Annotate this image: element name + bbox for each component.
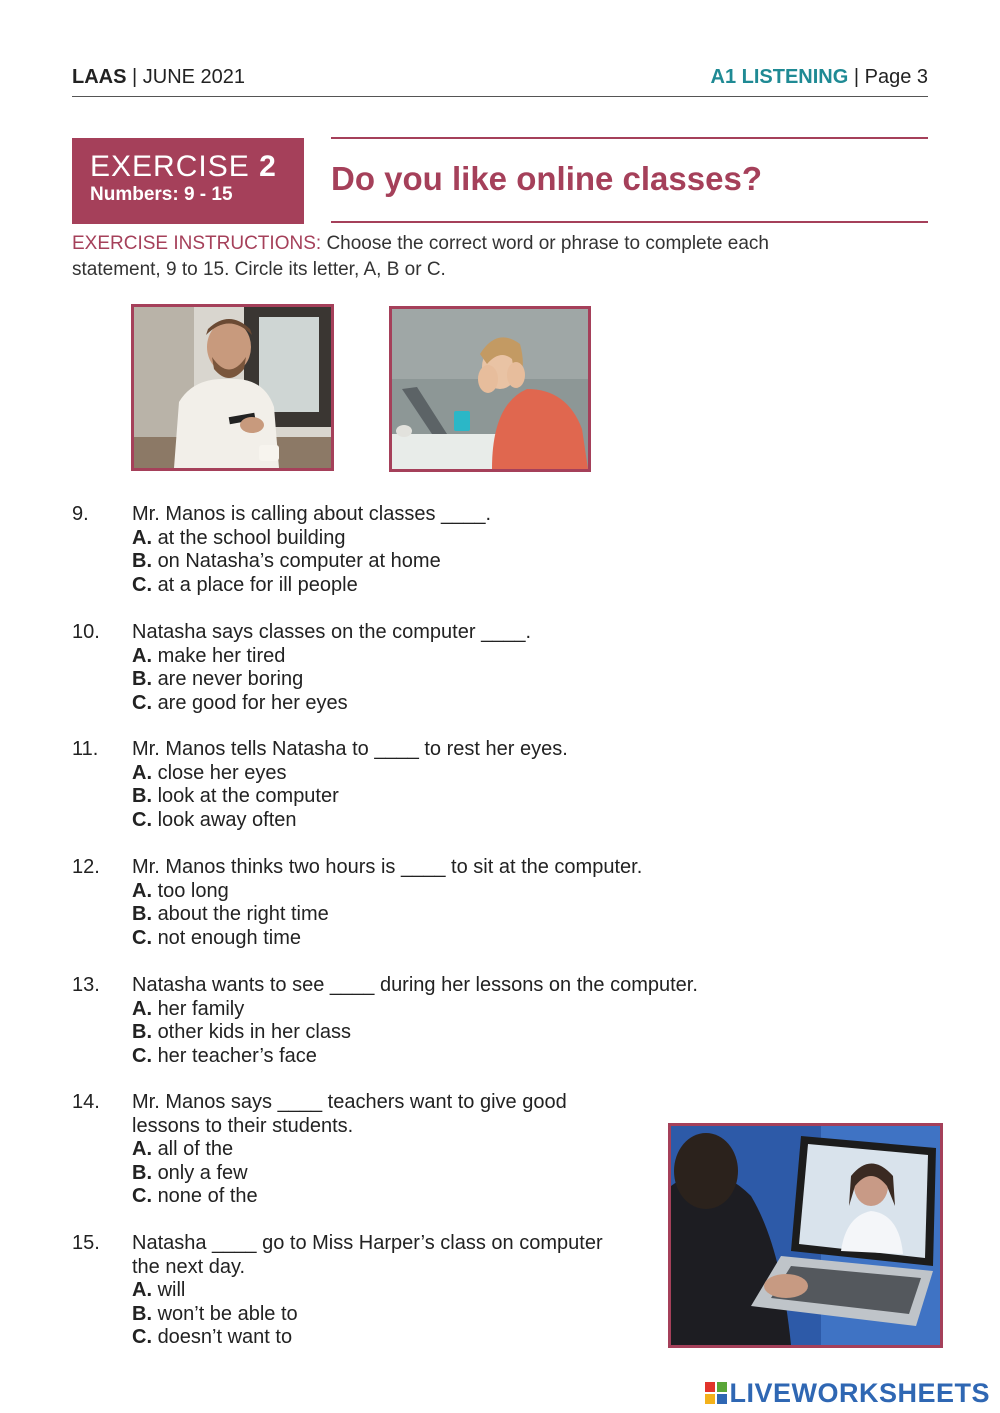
option-letter: A.: [132, 1138, 152, 1160]
exercise-title: Do you like online classes?: [331, 160, 762, 197]
option-letter: C.: [132, 691, 152, 714]
option-text: her teacher’s face: [157, 1044, 317, 1067]
option-letter: B.: [132, 785, 152, 807]
option-letter: C.: [132, 573, 152, 596]
header-left: [72, 66, 245, 89]
option-text: at the school building: [157, 526, 346, 549]
exercise-number: 2: [259, 150, 277, 183]
photo-man-with-phone: [131, 304, 334, 471]
option-text: on Natasha’s computer at home: [157, 550, 441, 572]
header-divider: [72, 96, 928, 97]
question-stem: Mr. Manos tells Natasha to ____ to rest her eyes.: [132, 738, 568, 760]
option-text: look away often: [157, 808, 297, 831]
question-10: [72, 621, 531, 715]
instructions-label: EXERCISE INSTRUCTIONS:: [72, 233, 322, 254]
option-letter: C.: [132, 1044, 152, 1067]
header-separator: |: [126, 66, 143, 88]
option-letter: B.: [132, 1161, 152, 1184]
question-number: 9.: [72, 503, 89, 525]
question-number: 12.: [72, 856, 100, 878]
option-b[interactable]: [132, 1162, 567, 1186]
option-text: close her eyes: [157, 761, 287, 784]
option-a[interactable]: [132, 998, 698, 1022]
page-number: Page 3: [864, 66, 928, 88]
question-stem-line-2: lessons to their students.: [132, 1114, 354, 1137]
question-stem: Natasha says classes on the computer ____.: [132, 621, 532, 643]
option-text: will: [157, 1279, 186, 1301]
option-text: too long: [157, 879, 229, 902]
option-text: won’t be able to: [157, 1302, 298, 1325]
question-stem-line-1: Mr. Manos says ____ teachers want to give good: [132, 1091, 567, 1113]
option-letter: B.: [132, 668, 152, 690]
option-c[interactable]: [132, 809, 568, 833]
option-a[interactable]: [132, 1138, 567, 1162]
option-text: are good for her eyes: [157, 691, 348, 714]
exercise-badge: [72, 138, 304, 224]
question-stem: Mr. Manos is calling about classes ____.: [132, 503, 492, 525]
option-text: make her tired: [157, 644, 286, 667]
question-13: [72, 974, 698, 1068]
question-stem-line-2: the next day.: [132, 1255, 246, 1278]
option-c[interactable]: [132, 1326, 603, 1350]
option-letter: C.: [132, 808, 152, 831]
option-letter: C.: [132, 1185, 152, 1207]
option-letter: B.: [132, 1021, 152, 1043]
option-a[interactable]: [132, 762, 568, 786]
exercise-subtitle: Numbers: 9 - 15: [90, 184, 233, 205]
option-text: only a few: [157, 1161, 248, 1184]
logo-text: LIVEWORKSHEETS: [729, 1378, 990, 1408]
option-b[interactable]: [132, 550, 491, 574]
question-number: 10.: [72, 621, 100, 643]
option-letter: C.: [132, 1326, 152, 1348]
option-a[interactable]: [132, 880, 642, 904]
option-letter: A.: [132, 644, 152, 667]
option-text: are never boring: [157, 668, 304, 690]
title-rule-bottom: [331, 221, 928, 223]
option-text: all of the: [157, 1138, 234, 1160]
option-letter: A.: [132, 1279, 152, 1301]
issue-date: JUNE 2021: [142, 66, 246, 88]
instructions-line-1: Choose the correct word or phrase to complete each: [326, 233, 769, 254]
option-letter: B.: [132, 903, 152, 925]
option-letter: B.: [132, 550, 152, 572]
question-11: [72, 738, 568, 832]
option-c[interactable]: [132, 692, 531, 716]
photo-tired-girl-at-laptop: [389, 306, 591, 472]
photo-video-call-laptop: [668, 1123, 943, 1348]
option-text: look at the computer: [157, 785, 339, 807]
exercise-word: EXERCISE: [90, 150, 250, 183]
question-stem: Natasha wants to see ____ during her lessons on the computer.: [132, 974, 698, 996]
option-c[interactable]: [132, 927, 642, 951]
option-b[interactable]: [132, 785, 568, 809]
option-b[interactable]: [132, 1021, 698, 1045]
instructions-line-2: statement, 9 to 15. Circle its letter, A, B or C.: [72, 259, 446, 280]
question-15: [72, 1232, 603, 1350]
liveworksheets-logo: [705, 1378, 990, 1409]
option-a[interactable]: [132, 1279, 603, 1303]
option-text: about the right time: [157, 903, 329, 925]
title-rule-top: [331, 137, 928, 139]
brand-name: LAAS: [72, 66, 127, 88]
option-text: not enough time: [157, 926, 301, 949]
option-text: none of the: [157, 1185, 258, 1207]
section-label: A1 LISTENING: [710, 66, 849, 88]
option-letter: B.: [132, 1302, 152, 1325]
option-text: at a place for ill people: [157, 573, 358, 596]
option-b[interactable]: [132, 668, 531, 692]
logo-mark-icon: [705, 1380, 727, 1402]
question-number: 13.: [72, 974, 100, 996]
option-letter: A.: [132, 879, 152, 902]
option-b[interactable]: [132, 903, 642, 927]
option-a[interactable]: [132, 645, 531, 669]
option-text: her family: [157, 997, 245, 1020]
option-b[interactable]: [132, 1303, 603, 1327]
question-number: 15.: [72, 1232, 100, 1254]
header-right: [711, 66, 929, 89]
question-stem: Mr. Manos thinks two hours is ____ to sit at the computer.: [132, 856, 643, 878]
option-a[interactable]: [132, 527, 491, 551]
option-letter: C.: [132, 926, 152, 949]
option-letter: A.: [132, 761, 152, 784]
exercise-instructions: [72, 231, 832, 283]
header-separator: |: [848, 66, 865, 88]
option-letter: A.: [132, 526, 152, 549]
question-14: [72, 1091, 567, 1209]
exercise-heading: [90, 152, 304, 182]
question-stem-line-1: Natasha ____ go to Miss Harper’s class on computer: [132, 1232, 603, 1254]
option-text: other kids in her class: [157, 1021, 351, 1043]
option-text: doesn’t want to: [157, 1326, 293, 1348]
question-number: 14.: [72, 1091, 100, 1113]
option-c[interactable]: [132, 574, 491, 598]
option-c[interactable]: [132, 1185, 567, 1209]
question-number: 11.: [72, 738, 99, 760]
option-letter: A.: [132, 997, 152, 1020]
question-12: [72, 856, 642, 950]
option-c[interactable]: [132, 1045, 698, 1069]
question-9: [72, 503, 491, 597]
